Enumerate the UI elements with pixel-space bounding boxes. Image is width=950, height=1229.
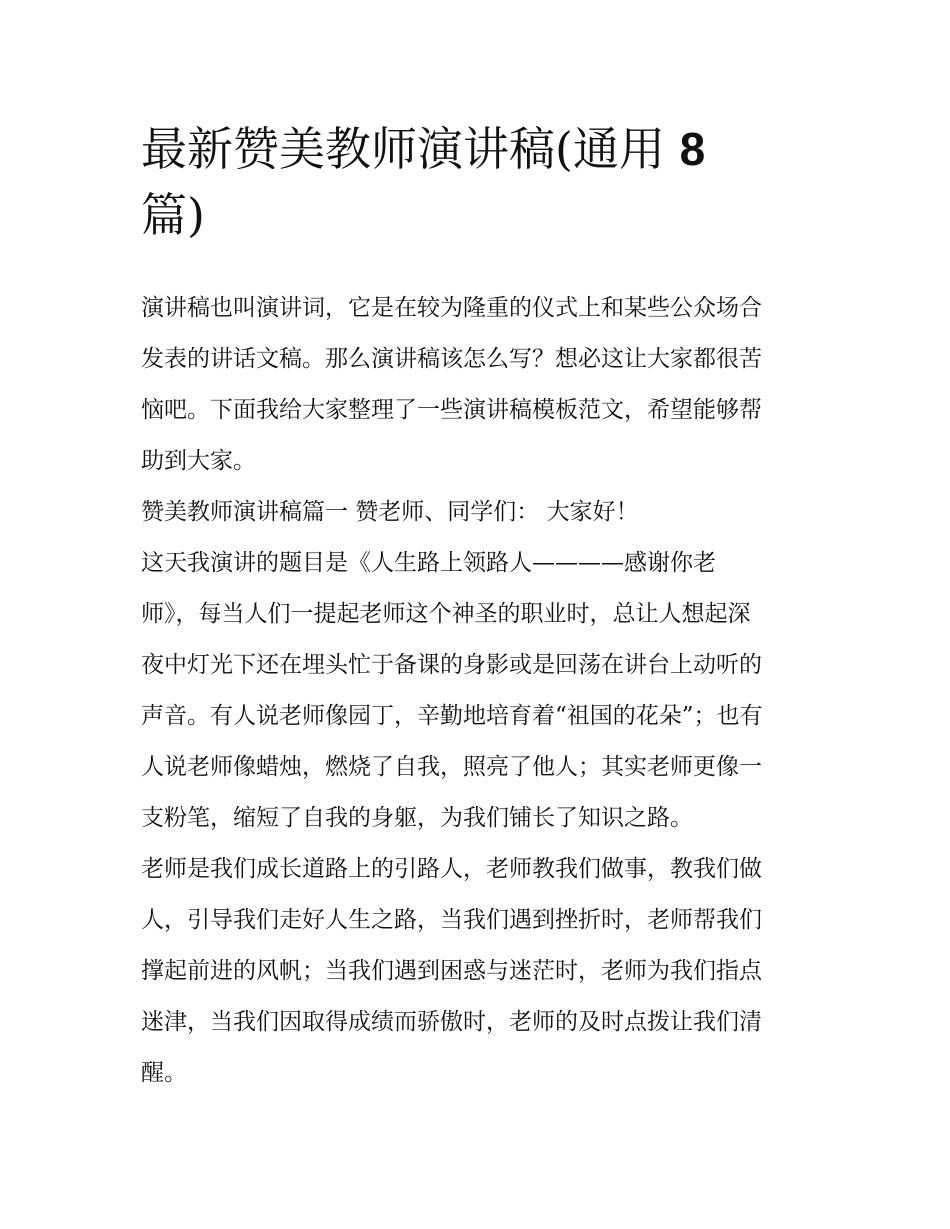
text-line: 人说老师像蜡烛，燃烧了自我，照亮了他人；其实老师更像一 — [141, 754, 762, 780]
text-line: 醒。 — [141, 1060, 187, 1086]
paragraph-topic — [141, 538, 821, 844]
text-line: 人，引导我们走好人生之路，当我们遇到挫折时，老师帮我们 — [141, 907, 762, 933]
text-line: 赞美教师演讲稿篇一 赞老师、同学们： 大家好！ — [141, 499, 639, 525]
paragraph-intro — [141, 283, 821, 487]
text-line: 发表的讲话文稿。那么演讲稿该怎么写？想必这让大家都很苦 — [141, 346, 762, 372]
page-title — [141, 116, 821, 248]
paragraph-greeting — [141, 487, 821, 538]
text-line: 撑起前进的风帆；当我们遇到困惑与迷茫时，老师为我们指点 — [141, 958, 762, 984]
text-line: 迷津，当我们因取得成绩而骄傲时，老师的及时点拨让我们清 — [141, 1009, 762, 1035]
text-line: 恼吧。下面我给大家整理了一些演讲稿模板范文，希望能够帮 — [141, 397, 762, 423]
title-text: 最新赞美教师演讲稿(通用 — [141, 122, 680, 176]
text-line: 师》，每当人们一提起老师这个神圣的职业时，总让人想起深 — [141, 601, 751, 627]
paragraph-guide — [141, 844, 821, 1099]
document-body — [141, 283, 821, 1099]
text-line: 助到大家。 — [141, 448, 256, 474]
text-line: 老师是我们成长道路上的引路人，老师教我们做事，教我们做 — [141, 856, 762, 882]
title-line-1 — [141, 116, 821, 182]
text-line: 支粉笔，缩短了自我的身躯，为我们铺长了知识之路。 — [141, 805, 693, 831]
text-line: 声音。有人说老师像园丁，辛勤地培育着“祖国的花朵”；也有 — [141, 703, 763, 729]
title-line-2: 篇) — [141, 188, 205, 242]
text-line: 这天我演讲的题目是《人生路上领路人————感谢你老 — [141, 550, 716, 576]
title-number: 8 — [679, 123, 706, 175]
text-line: 演讲稿也叫演讲词，它是在较为隆重的仪式上和某些公众场合 — [141, 295, 762, 321]
text-line: 夜中灯光下还在埋头忙于备课的身影或是回荡在讲台上动听的 — [141, 652, 762, 678]
